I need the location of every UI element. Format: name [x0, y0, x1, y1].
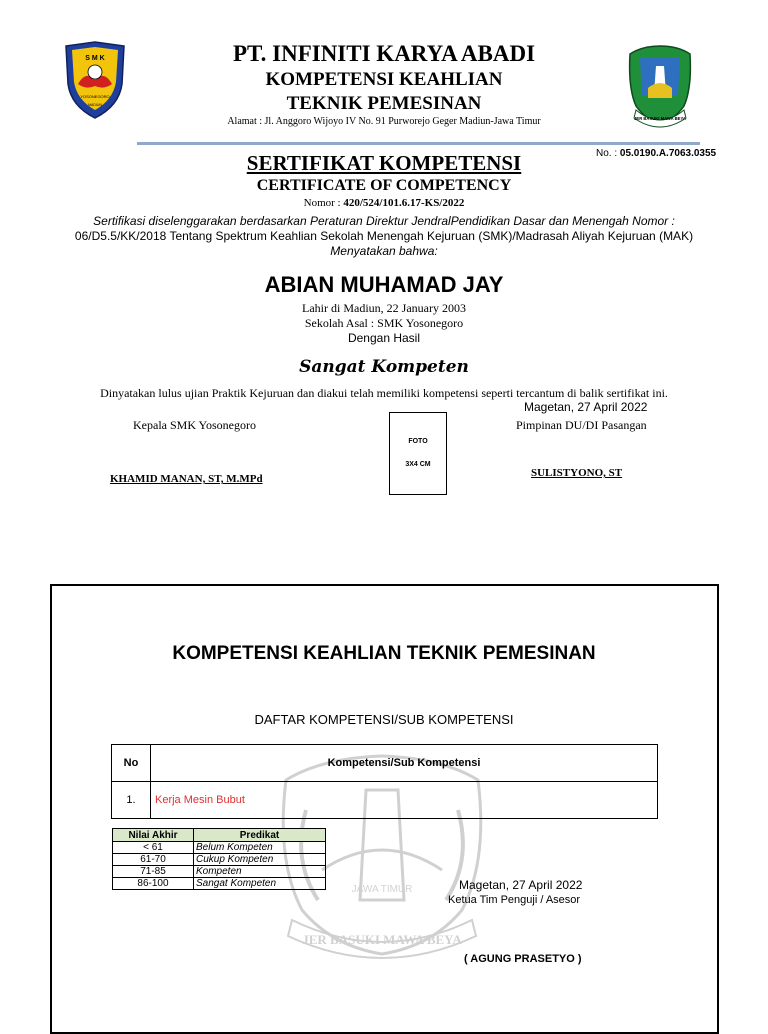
industry-partner-name: SULISTYONO, ST	[531, 467, 623, 479]
school-head-name: KHAMID MANAN, ST, M.MPd	[110, 473, 263, 485]
back-page-title: KOMPETENSI KEAHLIAN TEKNIK PEMESINAN	[172, 643, 596, 664]
emblem-ribbon-text: JER BASUKI MAWA BEYA	[634, 116, 686, 121]
table-row	[113, 866, 326, 878]
table-row	[113, 842, 326, 854]
statement-line-2: 06/D5.5/KK/2018 Tentang Spektrum Keahlian Sekolah Menengah Kejuruan (SMK)/Madrasah Aliyah Kejuruan (MAK)	[74, 229, 694, 243]
header-competency: Kompetensi/Sub Kompetensi	[151, 745, 658, 782]
competency-table-header	[112, 745, 658, 782]
grade-table-header	[113, 829, 326, 842]
document-number: No. : 05.0190.A.7063.0355	[596, 148, 717, 159]
svg-text:YOSONEGORO: YOSONEGORO	[80, 94, 110, 99]
grade-predicate: Sangat Kompeten	[194, 878, 326, 890]
photo-label: FOTO	[408, 438, 428, 445]
svg-text:JER BASUKI MAWA BEYA: JER BASUKI MAWA BEYA	[302, 932, 462, 947]
certificate-number: Nomor : 420/524/101.6.17-KS/2022	[303, 197, 465, 209]
signing-place-date: Magetan, 27 April 2022	[524, 400, 648, 414]
grade-predicate: Belum Kompeten	[194, 842, 326, 854]
grade-range: < 61	[113, 842, 194, 854]
header-divider	[137, 142, 700, 145]
grade-range: 71-85	[113, 866, 194, 878]
row-number: 1.	[112, 782, 151, 819]
svg-text:JAWA TIMUR: JAWA TIMUR	[351, 884, 413, 895]
department-line-2: TEKNIK PEMESINAN	[286, 93, 482, 114]
assessor-place-date: Magetan, 27 April 2022	[459, 878, 583, 892]
header-no: No	[112, 745, 151, 782]
statement-line-1: Sertifikasi diselenggarakan berdasarkan Peraturan Direktur JendralPendidikan Dasar dan Menengah Nomor :	[93, 214, 675, 228]
school-head-role: Kepala SMK Yosonegoro	[133, 418, 256, 432]
result-predicate: Sangat Kompeten	[299, 357, 469, 377]
statement-line-3: Menyatakan bahwa:	[330, 244, 438, 258]
header-score: Nilai Akhir	[113, 829, 194, 842]
assessor-role: Ketua Tim Penguji / Asesor	[448, 894, 581, 906]
competency-table	[111, 744, 658, 819]
industry-partner-role: Pimpinan DU/DI Pasangan	[516, 418, 647, 432]
row-competency: Kerja Mesin Bubut	[151, 782, 658, 819]
assessor-name: ( AGUNG PRASETYO )	[464, 953, 582, 965]
department-line-1: KOMPETENSI KEAHLIAN	[265, 69, 503, 90]
grade-range: 86-100	[113, 878, 194, 890]
recipient-name: ABIAN MUHAMAD JAY	[264, 272, 504, 297]
table-row	[113, 878, 326, 890]
grade-range: 61-70	[113, 854, 194, 866]
company-name: PT. INFINITI KARYA ABADI	[232, 41, 536, 66]
photo-size-label: 3X4 CM	[405, 461, 431, 468]
table-row	[113, 854, 326, 866]
company-address: Alamat : Jl. Anggoro Wijoyo IV No. 91 Purworejo Geger Madiun-Jawa Timur	[227, 116, 541, 127]
certificate-title: SERTIFIKAT KOMPETENSI	[246, 151, 522, 175]
smk-logo-text: S M K	[85, 55, 105, 62]
photo-box	[389, 412, 447, 495]
competency-list-title: DAFTAR KOMPETENSI/SUB KOMPETENSI	[254, 712, 514, 727]
grade-table	[112, 828, 326, 890]
svg-text:MADIUN: MADIUN	[88, 103, 102, 107]
table-row	[112, 782, 658, 819]
certificate-title-en: CERTIFICATE OF COMPETENCY	[256, 177, 512, 194]
with-result-label: Dengan Hasil	[347, 331, 421, 345]
grade-predicate: Kompeten	[194, 866, 326, 878]
birth-info: Lahir di Madiun, 22 January 2003	[302, 301, 466, 315]
grade-predicate: Cukup Kompeten	[194, 854, 326, 866]
passed-statement: Dinyatakan lulus ujian Praktik Kejuruan dan diakui telah memiliki kompetensi seperti tercantum di balik sertifikat ini.	[100, 386, 668, 400]
school-origin: Sekolah Asal : SMK Yosonegoro	[304, 316, 464, 330]
certification-statement	[50, 214, 718, 259]
header-predicate: Predikat	[194, 829, 326, 842]
